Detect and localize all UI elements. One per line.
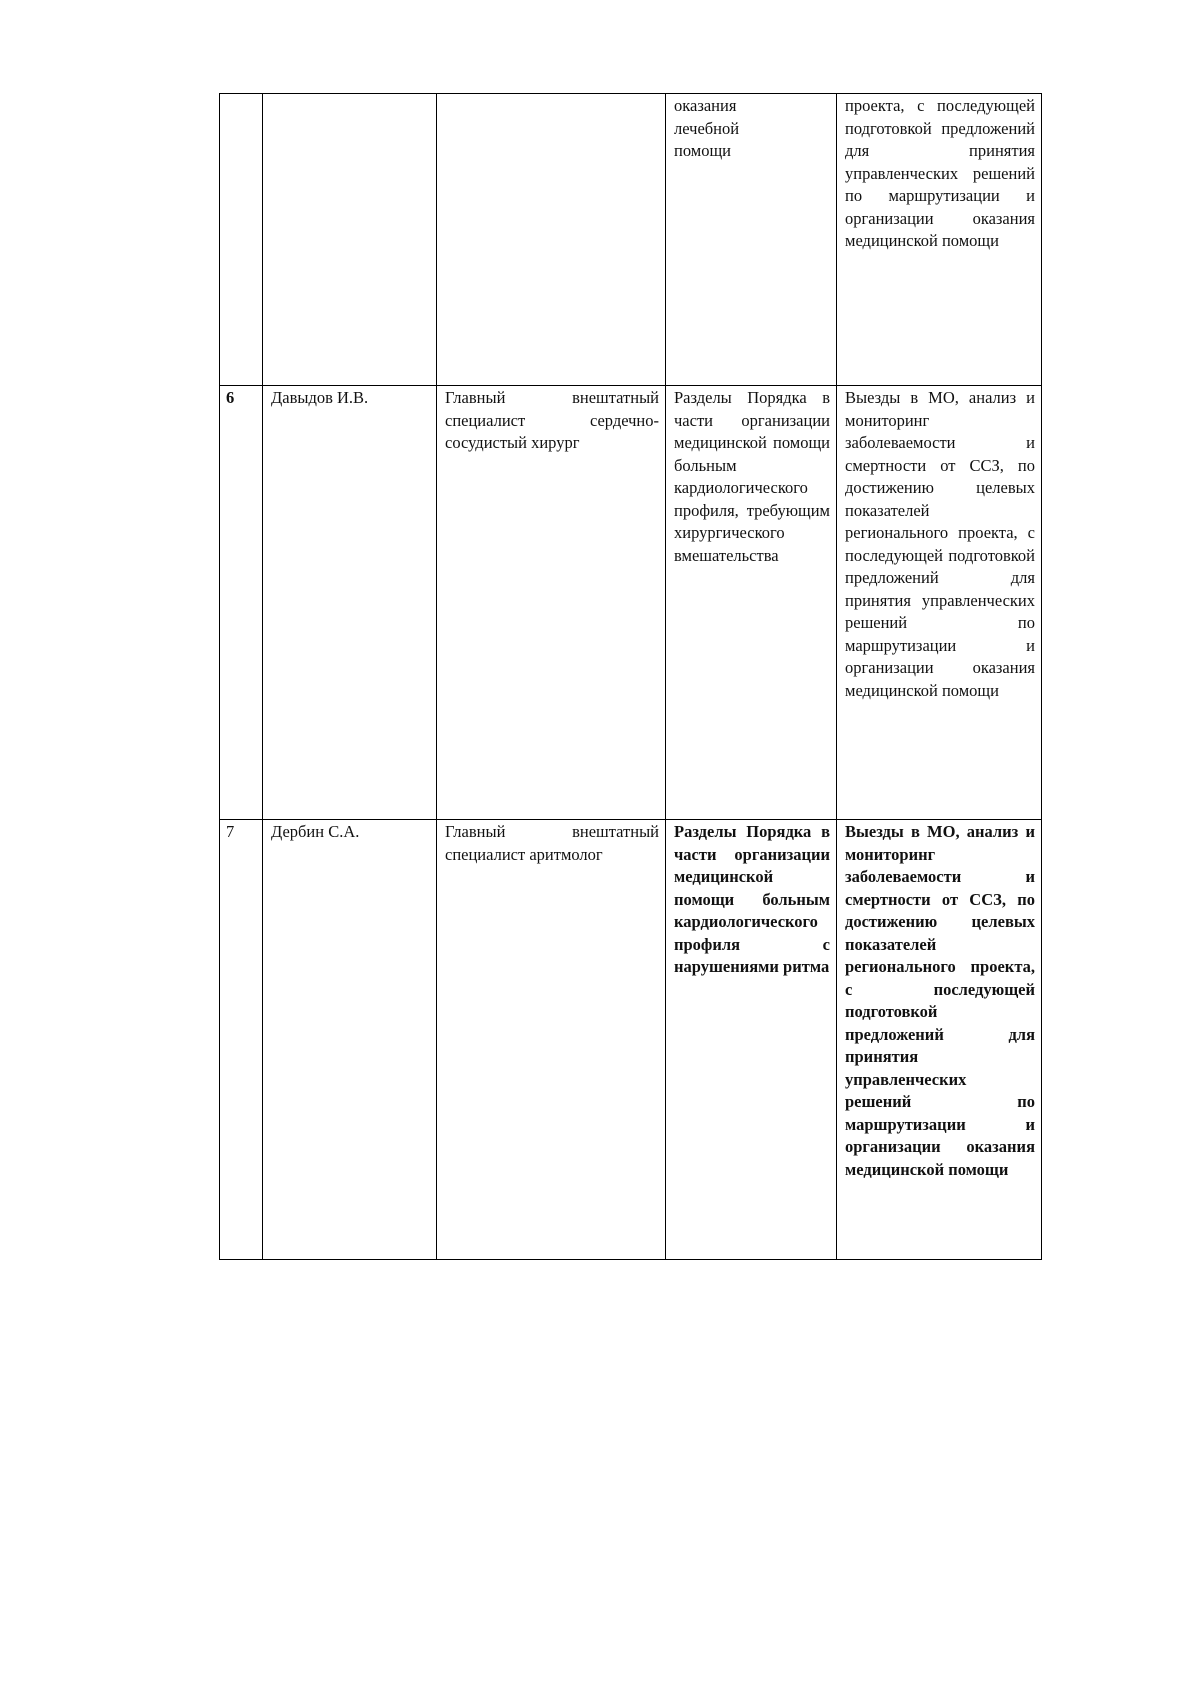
specialist-name-cell: Давыдов И.В. [263,386,437,820]
procedure-sections-text: оказания лечебной помощи [674,96,740,160]
work-description-text: Выезды в МО, анализ и мониторинг заболеваемости и смертности от ССЗ, по достижению целевых показателей регионального проекта, с последующей подготовкой предложений для принятия управленческих решений по маршрутизации и организации оказания медицинской помощи [845,822,1035,1179]
table-row-continuation [220,94,1042,386]
table-row [220,386,1042,820]
position-cell [437,820,666,1260]
position-cell [437,94,666,386]
procedure-sections-cell [666,94,837,386]
specialist-name-cell: Дербин С.А. [263,820,437,1260]
row-number-cell: 6 [220,386,263,820]
specialists-table [219,93,1042,1260]
work-description-text: проекта, с последующей подготовкой предложений для принятия управленческих решений по маршрутизации и организации оказания медицинской помощи [845,96,1035,250]
table-row [220,820,1042,1260]
position-text: Главный внештатный специалист аритмолог [445,822,659,864]
work-description-cell [837,94,1042,386]
procedure-sections-text: Разделы Порядка в части организации медицинской помощи больным кардиологического профиля с нарушениями ритма [674,822,830,976]
specialist-name-cell [263,94,437,386]
position-text: Главный внештатный специалист сердечно-сосудистый хирург [445,388,659,452]
procedure-sections-cell [666,386,837,820]
position-cell [437,386,666,820]
work-description-cell [837,820,1042,1260]
work-description-text: Выезды в МО, анализ и мониторинг заболеваемости и смертности от ССЗ, по достижению целевых показателей регионального проекта, с последующей подготовкой предложений для принятия управленческих решений по маршрутизации и организации оказания медицинской помощи [845,388,1035,700]
row-number-cell: 7 [220,820,263,1260]
procedure-sections-cell [666,820,837,1260]
work-description-cell [837,386,1042,820]
procedure-sections-text: Разделы Порядка в части организации медицинской помощи больным кардиологического профиля, требующим хирургического вмешательства [674,388,830,565]
row-number-cell [220,94,263,386]
